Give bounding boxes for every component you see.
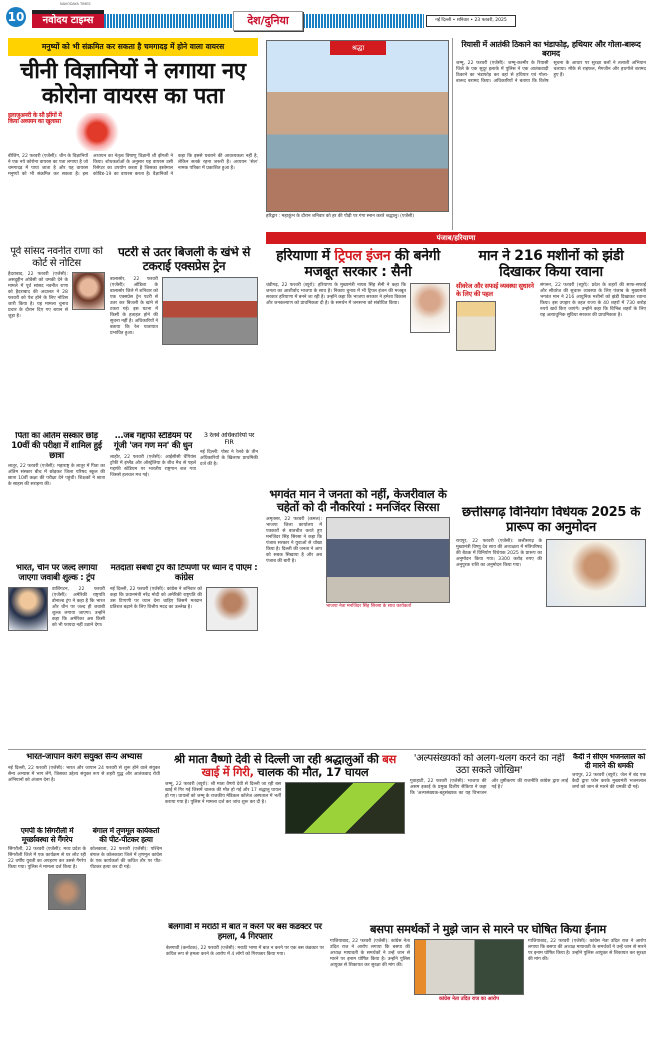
gaddafi-headline: ...जब गद्दाफी स्टेडियम पर गूंजी 'जन गण मन' की धुन xyxy=(113,432,193,451)
stripe-band-right xyxy=(303,14,424,28)
rana-photo xyxy=(72,272,105,310)
train-headline: पटरी से उतर बिजली के खंभे से टकराई एक्सप्रेस ट्रेन xyxy=(117,246,251,273)
reasi-headline: रियासी में आतंकी ठिकाने का भंडाफोड़, हथियार और गोला-बारूद बरामद xyxy=(461,40,641,59)
minority-article xyxy=(410,753,568,919)
dateline: नई दिल्ली • शनिवार • 23 फरवरी, 2025 xyxy=(426,15,516,27)
photo-caption: हरिद्वार : महाकुंभ के दौरान शनिवार को हर की पौड़ी पर गंगा स्नान करते श्रद्धालु। (एजेंसी) xyxy=(266,214,414,219)
bengal-headline: बंगाल में तृणमूल कार्यकर्ता की पीट-पीटकर हत्या xyxy=(92,827,160,844)
fir-headline: 3 रेलवे अधिकारियों पर FIR xyxy=(203,432,255,447)
logo: नवोदय टाइम्स xyxy=(32,10,104,28)
trump-photo xyxy=(8,587,48,631)
sirsa-photo xyxy=(326,517,450,603)
train-photo xyxy=(162,277,258,345)
section-title: देश/दुनिया xyxy=(233,11,303,31)
haryana-headline-pre: हरियाणा में xyxy=(276,248,335,264)
singrauli-headline: एमपी के सिंगरौली में मूर्च्छावस्था से गैंगरेप xyxy=(20,827,74,844)
haridwar-photo xyxy=(266,40,449,212)
bsp-caption: कांग्रेस नेता उदित राज का आरोप xyxy=(439,996,499,1003)
mann-body: संगरूर, 22 फरवरी (ब्यूरो): प्रदेश के शहरों की साफ-सफाई और सीवरेज की सुचारू व्यवस्था के लिए पंजाब के मुख्यमंत्री भगवंत मान ने 216 आधुनिक मशीनों को झंडी दिखाकर रवाना किया। इस उपहार के तहत राज्य के 40 शहरों में 730 करोड़ रुपये खर्च किए जाएंगे। उन्होंने कहा कि विभिन्न शहरों के लिए यह अत्याधुनिक सुविधा सरकार की प्राथमिकता है। xyxy=(540,283,646,319)
chhattisgarh-body: रायपुर, 22 फरवरी (एजेंसी): छत्तीसगढ़ के मुख्यमंत्री विष्णु देव साय की अध्यक्षता में मंत्रिपरिषद की बैठक में विनियोग विधेयक 2025 के प्रारूप का अनुमोदन किया गया। 3300 करोड़ रुपए की अनुपूरक राशि का अनुमोदन किया गया। xyxy=(456,538,542,568)
tagline: NAVODAYA TIMES xyxy=(60,2,91,6)
reasi-article xyxy=(456,40,646,230)
chhattisgarh-headline: छत्तीसगढ़ विनियोग विधेयक 2025 के प्रारूप का अनुमोदन xyxy=(461,506,641,535)
fir-body: नई दिल्ली: पोस्ट ने रेलवे के तीन अधिकारियों के खिलाफ प्राथमिकी दर्ज की है। xyxy=(200,449,258,467)
trump-article xyxy=(8,564,105,746)
india-japan-article xyxy=(8,753,160,823)
bus-headline-pre: श्री माता वैष्णो देवी से दिल्ली जा रही श्रद्धालुओं की xyxy=(174,753,383,766)
haryana-body: चंडीगढ़, 22 फरवरी (ब्यूरो): हरियाणा के मुख्यमंत्री नायब सिंह सैनी ने कहा कि जनता का आशीर्वाद भाजपा के साथ है। निकाय चुनाव में भी ट्रिपल इंजन की मजबूत सरकार हरियाणा में बनने जा रही है। उन्होंने कहा कि भाजपा सरकार ने हमेशा विकास और जनकल्याण को प्राथमिकता दी है। के समर्थन में जनसभा को संबोधित किया। xyxy=(266,283,406,307)
haryana-article xyxy=(266,248,450,484)
congress-article xyxy=(110,564,258,746)
student-article xyxy=(8,432,105,560)
rana-headline: पूर्व सांसद नवनीत राणा को कोर्ट से नोटिस xyxy=(10,246,103,269)
udit-raj-photo xyxy=(414,939,524,995)
bsp-article xyxy=(330,923,646,1041)
virus-image xyxy=(72,113,122,151)
sirsa-headline: भगवंत मान ने जनता को नहीं, केजरीवाल के चहेतों को दी नौकरियां : मनजिंदर सिरसा xyxy=(269,488,447,515)
train-body: बालासोर, 22 फरवरी (एजेंसी): ओडिशा के बालासोर जिले में शनिवार को एक एक्सप्रेस ट्रेन पटरी से उतर कर बिजली के खंभे से टकरा गई। इस घटना में किसी के हताहत होने की सूचना नहीं है। अधिकारियों ने बताया कि रेल यातायात प्रभावित हुआ। xyxy=(110,276,158,336)
prisoner-article xyxy=(572,753,646,919)
stripe-band xyxy=(104,14,233,28)
congress-photo xyxy=(206,587,258,631)
section-band: पंजाब/हरियाणा xyxy=(266,232,646,244)
bus-headline xyxy=(165,753,405,779)
bengal-body: कोलकाता, 22 फरवरी (एजेंसी): पश्चिम बंगाल के कोलकाता जिले में तृणमूल कांग्रेस के एक कार्यकर्ता की कथित तौर पर पीट-पीटकर हत्या कर दी गई। xyxy=(90,847,162,871)
lead-kicker: मनुष्यों को भी संक्रमित कर सकता है चमगादड़ में होने वाला वायरस xyxy=(8,38,258,56)
belgaum-body: बेलगावी (कर्नाटक), 22 फरवरी (एजेंसी): मराठी भाषा में बात न करने पर एक बस कंडक्टर पर कथित रूप से हमला करने के आरोप में 4 लोगों को गिरफ्तार किया गया। xyxy=(166,945,324,957)
student-body: लातूर, 22 फरवरी (एजेंसी): महाराष्ट्र के लातूर में पिता का अंतिम संस्कार बीच में छोड़कर जिला परिषद स्कूल की छात्रा 10वीं कक्षा की परीक्षा देने पहुंची। शिक्षकों ने छात्रा के साहस की सराहना की। xyxy=(8,464,105,488)
gaddafi-body: लाहौर, 22 फरवरी (एजेंसी): आईसीसी चैंपियंस ट्रॉफी में इंग्लैंड और ऑस्ट्रेलिया के बीच मैच से पहले गद्दाफी स्टेडियम पर भारतीय राष्ट्रगान बज गया जिससे हलचल मच गई। xyxy=(110,454,196,478)
bsp-body-cont: गाजियाबाद, 22 फरवरी (एजेंसी): कांग्रेस नेता उदित राज ने आरोप लगाया कि बसपा की अध्यक्ष मायावती के समर्थकों ने उन्हें जान से मारने पर इनाम घोषित किया है। उन्होंने पुलिस आयुक्त से शिकायत कर सुरक्षा की मांग की। xyxy=(528,939,646,963)
lead-body: बीजिंग, 22 फरवरी (एजेंसी): चीन के विज्ञानियों ने एक नये कोरोना वायरस का पता लगाया है जो चमगादड़ में पाया जाता है और यह वायरस मनुष्यों को भी संक्रमित कर सकता है। इस अध्ययन का नेतृत्व विषाणु विज्ञानी शी झेंगली ने किया। शोधकर्ताओं के अनुसार यह वायरस उसी रिसेप्टर का उपयोग करता है जिसका इस्तेमाल कोविड-19 का वायरस करता है। वैज्ञानिकों ने कहा कि इससे घबराने की आवश्यकता नहीं है, लेकिन सतर्क रहना जरूरी है। अध्ययन 'सेल' नामक पत्रिका में प्रकाशित हुआ है। xyxy=(8,153,258,177)
bus-body: जम्मू, 22 फरवरी (ब्यूरो): श्री माता वैष्णो देवी से दिल्ली जा रही बस खाई में गिर गई जिसमें चालक की मौत हो गई और 17 श्रद्धालु घायल हो गए। घायलों को जम्मू के राजकीय मेडिकल कॉलेज अस्पताल में भर्ती कराया गया है। पुलिस ने मामला दर्ज कर जांच शुरू कर दी है। xyxy=(165,782,281,806)
india-japan-body: नई दिल्ली, 22 फरवरी (एजेंसी): भारत और जापान 24 फरवरी से शुरू होने वाले संयुक्त सैन्य अभ्यास में भाग लेंगे, जिसका उद्देश्य संयुक्त रूप से शहरी युद्ध और आतंकवाद रोधी अभियानों को अंजाम देना है। xyxy=(8,765,160,783)
photo-label: श्रद्धा xyxy=(330,41,386,55)
lead-subhead: इलाजुअनरी के सौ झींगों में किया अध्ययन का खुलासा xyxy=(8,111,62,126)
page-number: 10 xyxy=(6,7,26,27)
saini-photo xyxy=(410,283,450,333)
prisoner-headline: कैदी ने सीएम भजनलाल को दी मारने की धमकी xyxy=(573,753,645,770)
mann-headline: मान ने 216 मशीनों को झंडी दिखाकर किया रवाना xyxy=(478,248,624,281)
haryana-headline xyxy=(266,248,450,280)
rana-article xyxy=(8,246,105,428)
bus-photo xyxy=(285,782,405,834)
student-headline: पिता का अंतिम संस्कार छोड़ 10वीं की परीक्षा में शामिल हुई छात्रा xyxy=(11,432,102,461)
haryana-headline-post: की बनेगी मजबूत सरकार : सैनी xyxy=(304,248,440,281)
india-japan-headline: भारत-जापान करेंगे संयुक्त सैन्य अभ्यास xyxy=(26,753,142,762)
sirsa-body: अमृतसर, 22 फरवरी (कमल): भाजपा जिला कार्यालय में पत्रकारों से बातचीत करते हुए मनजिंदर सिंह सिरसा ने कहा कि पंजाब सरकार ने युवाओं से धोखा किया है। दिल्ली की जनता ने आप को सबक सिखाया है और अब पंजाब की बारी है। xyxy=(266,517,322,565)
congress-body: नई दिल्ली, 22 फरवरी (एजेंसी): कांग्रेस ने शनिवार को कहा कि प्रधानमंत्री नरेंद्र मोदी को अमेरिकी राष्ट्रपति की उस टिप्पणी पर ध्यान देना चाहिए जिसमें मतदान प्रतिशत बढ़ाने के लिए वित्तीय मदद का उल्लेख है। xyxy=(110,586,202,610)
mann-article xyxy=(456,248,646,502)
bus-headline-post: चालक की मौत, 17 घायल xyxy=(253,765,369,780)
mann-subhead: सीवरेज और सफाई व्यवस्था सुधारने के लिए की पहल xyxy=(456,282,534,298)
minority-body: गुवाहाटी, 22 फरवरी (एजेंसी): भाजपा की असम इकाई के प्रमुख दिलीप सैकिया ने कहा कि 'अल्पसंख्यक-बहुसंख्यक का यह विभाजन और तुष्टीकरण की राजनीति कांग्रेस द्वारा लाई गई है।' xyxy=(410,779,568,796)
prisoner-body: जयपुर, 22 फरवरी (ब्यूरो): जेल में बंद एक कैदी द्वारा फोन करके मुख्यमंत्री भजनलाल शर्मा को जान से मारने की धमकी दी गई। xyxy=(572,773,646,791)
mann-photo xyxy=(456,301,496,351)
sai-photo xyxy=(546,539,646,607)
sirsa-caption: भाजपा नेता मनजिंदर सिंह सिरसा के साथ कार्यकर्ता xyxy=(326,604,412,610)
gaddafi-article xyxy=(110,432,196,560)
singrauli-article xyxy=(8,827,86,1041)
lead-headline: चीनी विज्ञानियों ने लगाया नए कोरोना वायरस का पता xyxy=(20,59,246,110)
rana-body: हैदराबाद, 22 फरवरी (एजेंसी): असदुद्दीन ओवैसी को धमकी देने के मामले में पूर्व सांसद नवनीत राणा को हैदराबाद की अदालत ने 28 फरवरी को पेश होने के लिए नोटिस जारी किया है। यह मामला चुनाव प्रचार के दौरान दिए गए बयान से जुड़ा है। xyxy=(8,272,68,319)
photo-feature xyxy=(266,40,449,230)
bus-article xyxy=(165,753,405,919)
fir-article xyxy=(200,432,258,560)
bsp-body: गाजियाबाद, 22 फरवरी (एजेंसी): कांग्रेस नेता उदित राज ने आरोप लगाया कि बसपा की अध्यक्ष मायावती के समर्थकों ने उन्हें जान से मारने पर इनाम घोषित किया है। उन्होंने पुलिस आयुक्त से शिकायत कर सुरक्षा की मांग की। xyxy=(330,939,410,969)
belgaum-article xyxy=(166,923,324,1041)
belgaum-headline: बेलगावी में मराठी में बात न करने पर बस कंडक्टर पर हमला, 4 गिरफ्तार xyxy=(168,923,322,942)
victim-photo xyxy=(48,874,86,910)
masthead xyxy=(0,0,650,33)
haryana-headline-red: ट्रिपल इंजन xyxy=(334,248,391,264)
reasi-body: जम्मू, 22 फरवरी (एजेंसी): जम्मू-कश्मीर के रियासी जिले के एक सुदूर इलाके में पुलिस ने एक आतंकवादी ठिकाने का भंडाफोड़ कर वहां से हथियार एवं गोला-बारूद बरामद किया। अधिकारियों ने बताया कि विशेष सूचना के आधार पर सुरक्षा बलों ने तलाशी अभियान चलाया। मौके से राइफल, मैगजीन और हथगोले बरामद हुए हैं। xyxy=(456,61,646,85)
bsp-headline: बसपा समर्थकों ने मुझे जान से मारने पर घोषित किया ईनाम xyxy=(370,923,606,936)
sirsa-article xyxy=(266,488,450,746)
congress-headline: मतदाता संबंधी ट्रंप की टिप्पणी पर ध्यान दें पीएम : कांग्रेस xyxy=(110,564,258,583)
train-article xyxy=(110,246,258,428)
trump-body: वाशिंगटन, 22 फरवरी (एजेंसी): अमेरिकी राष्ट्रपति डोनाल्ड ट्रंप ने कहा है कि भारत और चीन पर जल्द ही जवाबी शुल्क लगाया जाएगा। उन्होंने कहा कि अमेरिका अब किसी को भी फायदा नहीं उठाने देगा। xyxy=(52,586,105,628)
bengal-article xyxy=(90,827,162,1041)
chhattisgarh-article xyxy=(456,506,646,746)
bus-headline-red: बस खाई में गिरी, xyxy=(201,753,396,780)
minority-headline: 'अल्पसंख्यकों को अलग-थलग करने का नहीं उठा सकते जोखिम' xyxy=(413,753,565,776)
trump-headline: भारत, चीन पर जल्द लगाया जाएगा जवाबी शुल्क : ट्रंप xyxy=(15,564,98,583)
singrauli-body: सिंगरौली, 22 फरवरी (एजेंसी): मध्य प्रदेश के सिंगरौली जिले में एक कार्यक्रम से घर लौट रही 22 वर्षीय युवती का अपहरण कर उससे गैंगरेप किया गया। पुलिस ने मामला दर्ज किया है। xyxy=(8,847,86,871)
lead-article xyxy=(8,38,258,230)
